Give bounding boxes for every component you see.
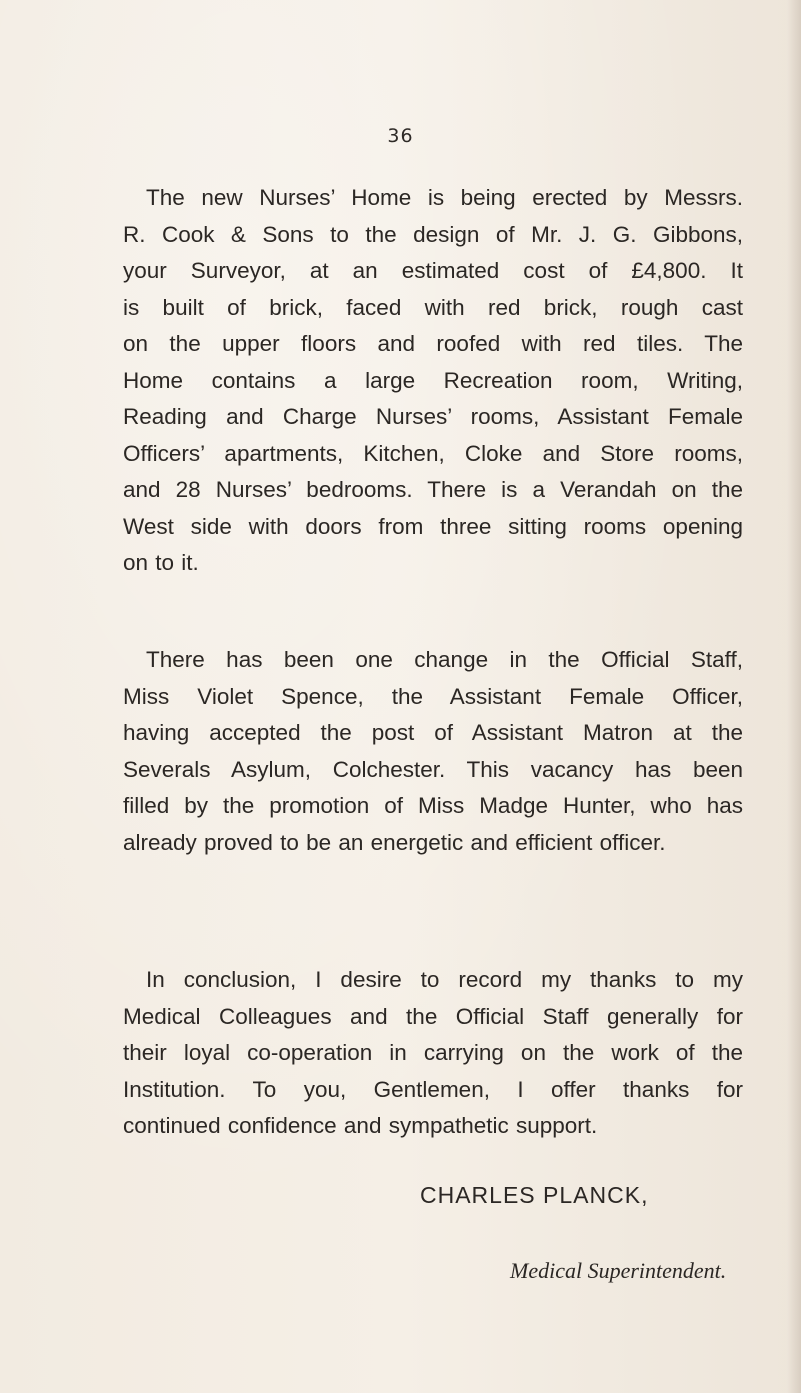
- page-number: 36: [387, 125, 414, 147]
- text-line: having accepted the post of Assistant Matron at the: [123, 720, 743, 745]
- text-line: Institution. To you, Gentlemen, I offer thanks for: [123, 1076, 743, 1102]
- text-line: your Surveyor, at an estimated cost of £4,800. It: [123, 258, 743, 283]
- text-line: Home contains a large Recreation room, Writing,: [123, 367, 743, 393]
- paragraph-official-staff: [123, 642, 743, 861]
- text-line: West side with doors from three sitting rooms opening: [123, 513, 743, 539]
- text-line: is built of brick, faced with red brick, rough cast: [123, 294, 743, 320]
- text-line: on the upper floors and roofed with red tiles. The: [123, 331, 743, 356]
- text-line: on to it.: [123, 550, 199, 575]
- text-line: In conclusion, I desire to record my thanks to my: [146, 967, 743, 992]
- text-line: There has been one change in the Official Staff,: [146, 647, 743, 672]
- text-line: already proved to be an energetic and efficient officer.: [123, 829, 666, 855]
- paragraph-conclusion: [123, 962, 743, 1145]
- signature-title: Medical Superintendent.: [510, 1258, 727, 1283]
- text-line: Reading and Charge Nurses’ rooms, Assistant Female: [123, 404, 743, 429]
- paragraph-nurses-home: [123, 180, 743, 582]
- text-line: filled by the promotion of Miss Madge Hunter, who has: [123, 793, 743, 818]
- text-line: The new Nurses’ Home is being erected by Messrs.: [146, 185, 743, 210]
- text-line: Severals Asylum, Colchester. This vacancy has been: [123, 756, 743, 782]
- text-line: Miss Violet Spence, the Assistant Female Officer,: [123, 683, 743, 709]
- text-line: continued confidence and sympathetic support.: [123, 1113, 598, 1138]
- signature-name: CHARLES PLANCK,: [420, 1182, 649, 1208]
- page-edge-shadow: [787, 0, 801, 1393]
- text-line: Medical Colleagues and the Official Staff generally for: [123, 1003, 743, 1029]
- text-line: Officers’ apartments, Kitchen, Cloke and Store rooms,: [123, 440, 743, 466]
- text-line: R. Cook & Sons to the design of Mr. J. G. Gibbons,: [123, 221, 743, 247]
- text-line: their loyal co-operation in carrying on the work of the: [123, 1040, 743, 1065]
- text-line: and 28 Nurses’ bedrooms. There is a Verandah on the: [123, 477, 743, 502]
